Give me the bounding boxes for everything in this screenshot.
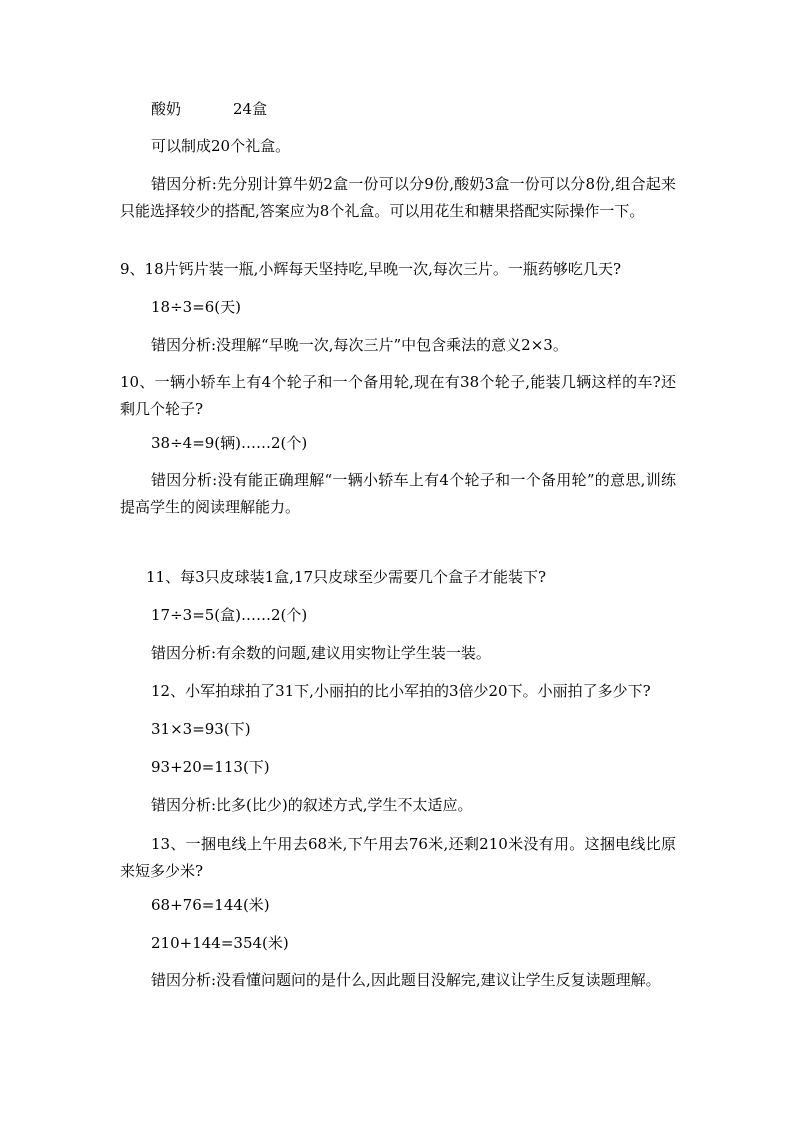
question-11: 11、每3只皮球装1盒,17只皮球至少需要几个盒子才能装下? bbox=[146, 568, 547, 586]
error-analysis-11: 错因分析:有余数的问题,建议用实物让学生装一装。 bbox=[151, 644, 491, 662]
answer-9: 18÷3=6(天) bbox=[151, 298, 242, 316]
answer-10: 38÷4=9(辆)……2(个) bbox=[151, 434, 308, 452]
answer-12-step-1: 31×3=93(下) bbox=[151, 720, 251, 738]
error-analysis-13: 错因分析:没看懂问题问的是什么,因此题目没解完,建议让学生反复读题理解。 bbox=[151, 971, 661, 989]
answer-12-step-2: 93+20=113(下) bbox=[151, 758, 270, 776]
question-10: 10、一辆小轿车上有4个轮子和一个备用轮,现在有38个轮子,能装几辆这样的车?还剩几个轮子? bbox=[120, 373, 676, 418]
question-12: 12、小军拍球拍了31下,小丽拍的比小军拍的3倍少20下。小丽拍了多少下? bbox=[151, 682, 651, 700]
answer-13-step-1: 68+76=144(米) bbox=[151, 896, 270, 914]
question-13: 13、一捆电线上午用去68米,下午用去76米,还剩210米没有用。这捆电线比原来短多少米? bbox=[120, 835, 676, 880]
item-quantity: 24盒 bbox=[233, 100, 268, 118]
question-9: 9、18片钙片装一瓶,小辉每天坚持吃,早晚一次,每次三片。一瓶药够吃几天? bbox=[120, 260, 621, 278]
error-analysis-10: 错因分析:没有能正确理解“一辆小轿车上有4个轮子和一个备用轮”的意思,训练提高学生的阅读理解能力。 bbox=[120, 471, 676, 516]
item-name: 酸奶 bbox=[151, 100, 182, 118]
yogurt-line bbox=[151, 99, 267, 119]
answer-11: 17÷3=5(盒)……2(个) bbox=[151, 606, 308, 624]
answer-gift-boxes: 可以制成20个礼盒。 bbox=[151, 137, 291, 155]
answer-13-step-2: 210+144=354(米) bbox=[151, 934, 289, 952]
error-analysis-12: 错因分析:比多(比少)的叙述方式,学生不太适应。 bbox=[151, 796, 473, 814]
error-analysis-9: 错因分析:没理解“早晚一次,每次三片”中包含乘法的意义2×3。 bbox=[151, 336, 568, 354]
error-analysis-8: 错因分析:先分别计算牛奶2盒一份可以分9份,酸奶3盒一份可以分8份,组合起来只能选择较少的搭配,答案应为8个礼盒。可以用花生和糖果搭配实际操作一下。 bbox=[120, 175, 676, 220]
